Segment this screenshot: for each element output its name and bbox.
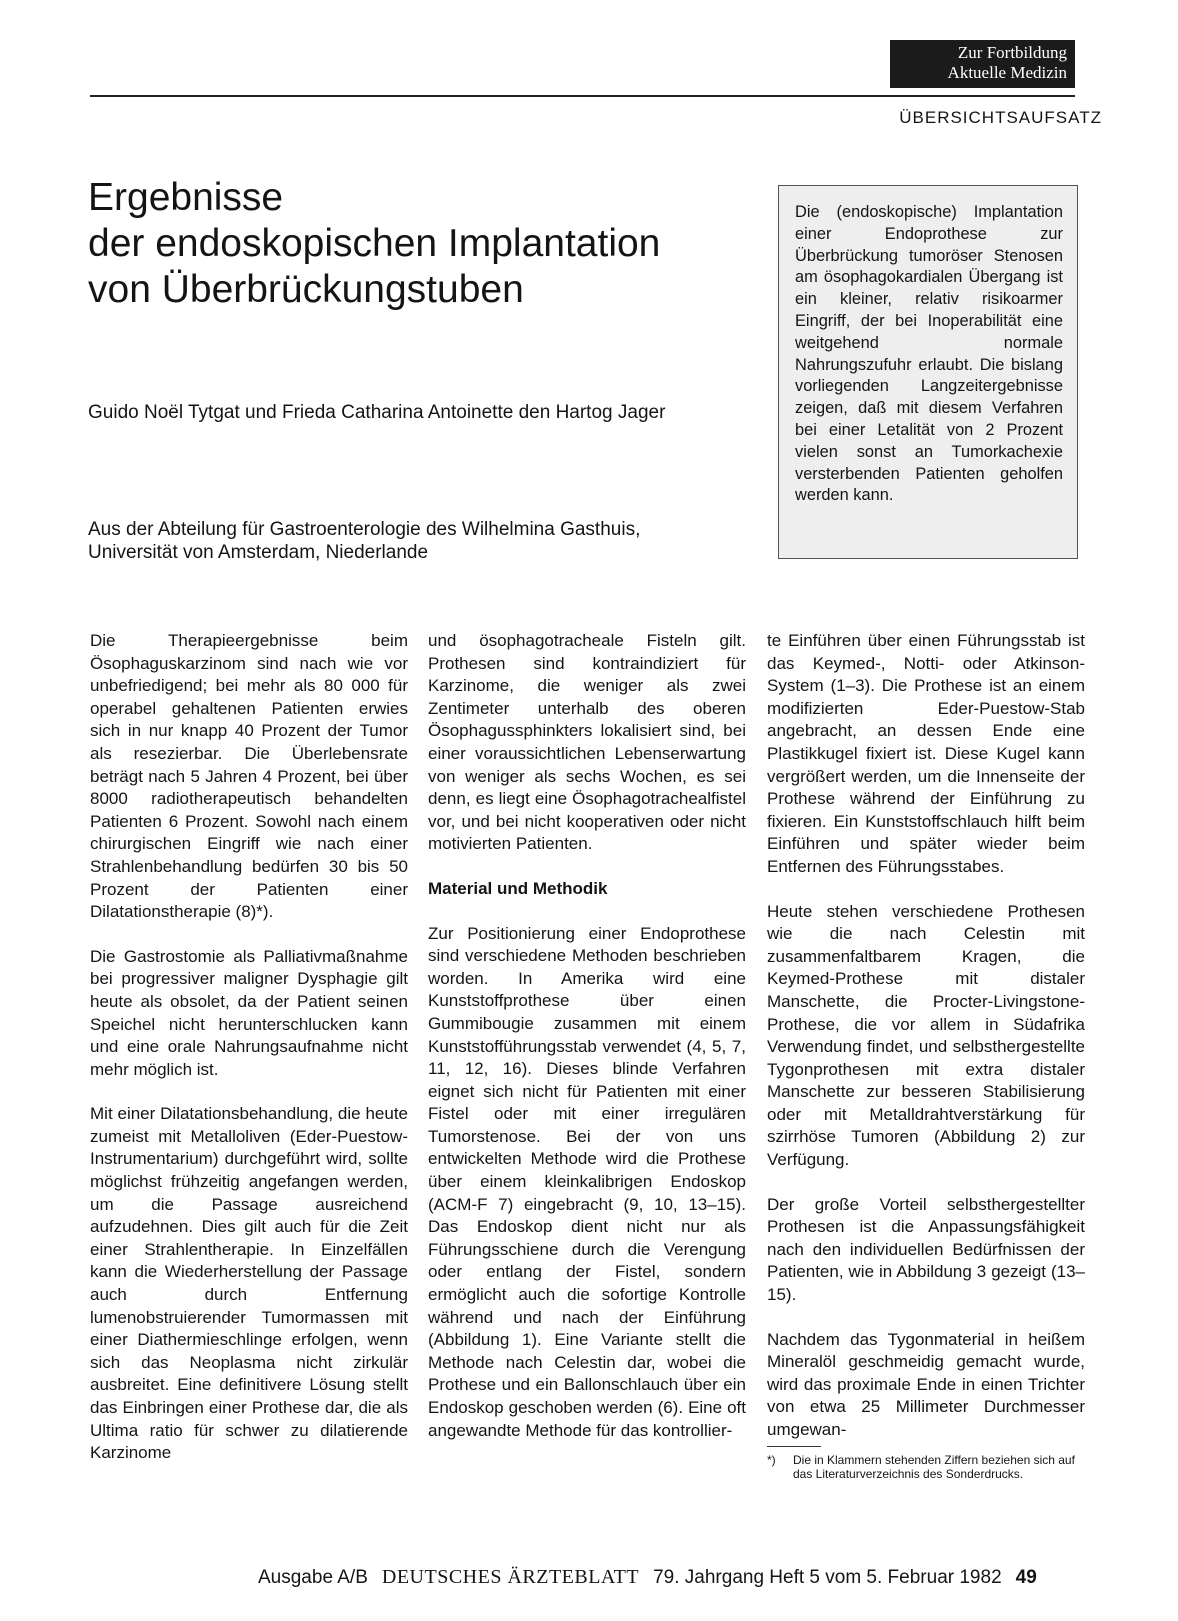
body-column-3: [767, 630, 1085, 1481]
article-title: [88, 175, 768, 313]
section-badge: [890, 40, 1075, 88]
abstract-text: Die (endoskopische) Implantation einer Endoprothese zur Überbrückung tumoröser Stenosen am ösophagokardialen Übergang ist ein kleiner, relativ risikoarmer Eingriff, der bei Inoperabilität eine weitgehend normale Nahrungszufuhr erlaubt. Die bislang vorliegenden Langzeitergebnisse zeigen, daß mit diesem Verfahren bei einer Letalität von 2 Prozent vielen sonst an Tumorkachexie versterbenden Patienten geholfen werden kann.: [795, 203, 1063, 505]
badge-line-2: Aktuelle Medizin: [947, 63, 1067, 82]
body-paragraph: Der große Vorteil selbsthergestellter Prothesen ist die Anpassungsfähigkeit nach den individuellen Bedürfnissen der Patienten, wie in Abbildung 3 gezeigt (13–15).: [767, 1194, 1085, 1305]
body-paragraph: Nachdem das Tygonmaterial in heißem Mineralöl geschmeidig gemacht wurde, wird das proximale Ende in einen Trichter von etwa 25 Millimeter Durchmesser umgewan-: [767, 1329, 1085, 1439]
article-affiliation: [88, 518, 640, 564]
body-paragraph: und ösophagotracheale Fisteln gilt. Prothesen sind kontraindiziert für Karzinome, die weniger als zwei Zentimeter unterhalb des oberen Ösophagussphinkters lokalisiert sind, bei einer voraussichtlichen Lebenserwartung von weniger als sechs Wochen, es sei denn, es liegt eine Ösophagotrachealfistel vor, und bei nicht kooperativen oder nicht motivierten Patienten.: [428, 631, 746, 854]
section-heading: Material und Methodik: [428, 878, 608, 898]
body-paragraph: Die Therapieergebnisse beim Ösophaguskarzinom sind nach wie vor unbefriedigend; bei mehr als 80 000 für operabel gehaltenen Patienten erwies sich in nur knapp 40 Prozent der Tumor als resezierbar. Die Überlebensrate beträgt nach 5 Jahren 4 Prozent, bei über 8000 radiotherapeutisch behandelten Patienten 6 Prozent. Sowohl nach einem chirurgischen Eingriff wie nach einer Strahlenbehandlung bedürfen 30 bis 50 Prozent der Patienten einer Dilatationstherapie (8)*).: [90, 631, 408, 922]
body-paragraph: Heute stehen verschiedene Prothesen wie die nach Celestin mit zusammenfaltbarem Kragen, die Keymed-Prothese mit distaler Manschette, die Procter-Livingstone-Prothese, die vor allem in Südafrika Verwendung findet, und selbsthergestellte Tygonprothesen mit extra distaler Manschette zur besseren Stabilisierung oder mit Metalldrahtverstärkung für szirrhöse Tumoren (Abbildung 2) zur Verfügung.: [767, 901, 1085, 1170]
page-number: 49: [1015, 1567, 1037, 1588]
article-category: ÜBERSICHTSAUFSATZ: [899, 108, 1102, 127]
affiliation-line: Universität von Amsterdam, Niederlande: [88, 542, 429, 563]
body-column-1: [90, 630, 408, 1487]
footnote-rule: [767, 1446, 821, 1447]
body-paragraph: Zur Positionierung einer Endoprothese sind verschiedene Methoden beschrieben worden. In Amerika wird eine Kunststoffprothese über einen Gummibougie zusammen mit einem Kunststofführungsstab verwendet (4, 5, 7, 11, 12, 16). Dieses blinde Verfahren eignet sich nicht für Patienten mit einer Fistel oder mit einer irregulären Tumorstenose. Bei der von uns entwickelten Methode wird die Prothese über einem kleinkalibrigen Endoskop (ACM-F 7) eingebracht (9, 10, 13–15). Das Endoskop dient nicht nur als Führungsschiene durch die Verengung oder entlang der Fistel, sondern ermöglicht auch die sofortige Kontrolle während und nach der Einführung (Abbildung 1). Eine Variante stellt die Methode nach Celestin dar, wobei die Prothese und ein Ballonschlauch über ein Endoskop geschoben werden (6). Eine oft angewandte Methode für das kontrollier-: [428, 923, 746, 1440]
affiliation-line: Aus der Abteilung für Gastroenterologie des Wilhelmina Gasthuis,: [88, 519, 641, 540]
footer-edition: Ausgabe A/B: [258, 1567, 368, 1588]
abstract-box: [778, 185, 1078, 559]
footer-issue: 79. Jahrgang Heft 5 vom 5. Februar 1982: [653, 1567, 1002, 1588]
title-line: von Überbrückungstuben: [88, 268, 524, 311]
body-paragraph: Die Gastrostomie als Palliativmaßnahme bei progressiver maligner Dysphagie gilt heute als obsolet, da der Patient seinen Speichel nicht herunterschlucken kann und eine orale Nahrungsaufnahme nicht mehr möglich ist.: [90, 946, 408, 1079]
footnote: [767, 1453, 1085, 1481]
body-paragraph: te Einführen über einen Führungsstab ist das Keymed-, Notti- oder Atkinson-System (1–3). Die Prothese ist an einem modifizierten Eder-Puestow-Stab angebracht, an dessen Ende eine Plastikkugel fixiert ist. Diese Kugel kann vergrößert werden, um die Innenseite der Prothese während der Einführung zu fixieren. Ein Kunststoffschlauch hilft beim Einführen und später wieder beim Entfernen des Führungsstabes.: [767, 631, 1085, 876]
footnote-mark: *): [767, 1452, 776, 1467]
body-paragraph: Mit einer Dilatationsbehandlung, die heute zumeist mit Metalloliven (Eder-Puestow-Instrumentarium) durchgeführt wird, sollte möglichst frühzeitig angefangen werden, um die Passage ausreichend aufzudehnen. Dies gilt auch für die Zeit einer Strahlentherapie. In Einzelfällen kann die Wiederherstellung der Passage auch durch Entfernung lumenobstruierender Tumormassen mit einer Diathermieschlinge erfolgen, wenn sich das Neoplasma nicht zirkulär ausbreitet. Eine definitivere Lösung stellt das Einbringen einer Prothese dar, die als Ultima ratio für schwer zu dilatierende Karzinome: [90, 1104, 408, 1463]
footer-journal: DEUTSCHES ÄRZTEBLATT: [381, 1566, 640, 1588]
header-rule: [90, 95, 1075, 97]
footnote-text: Die in Klammern stehenden Ziffern beziehen sich auf das Literaturverzeichnis des Sonderdrucks.: [793, 1452, 1075, 1481]
badge-line-1: Zur Fortbildung: [957, 43, 1067, 62]
page-footer: [258, 1566, 1037, 1589]
article-authors: Guido Noël Tytgat und Frieda Catharina Antoinette den Hartog Jager: [88, 402, 666, 423]
body-column-2: [428, 630, 746, 1464]
title-line: der endoskopischen Implantation: [88, 222, 661, 265]
title-line: Ergebnisse: [88, 176, 284, 219]
